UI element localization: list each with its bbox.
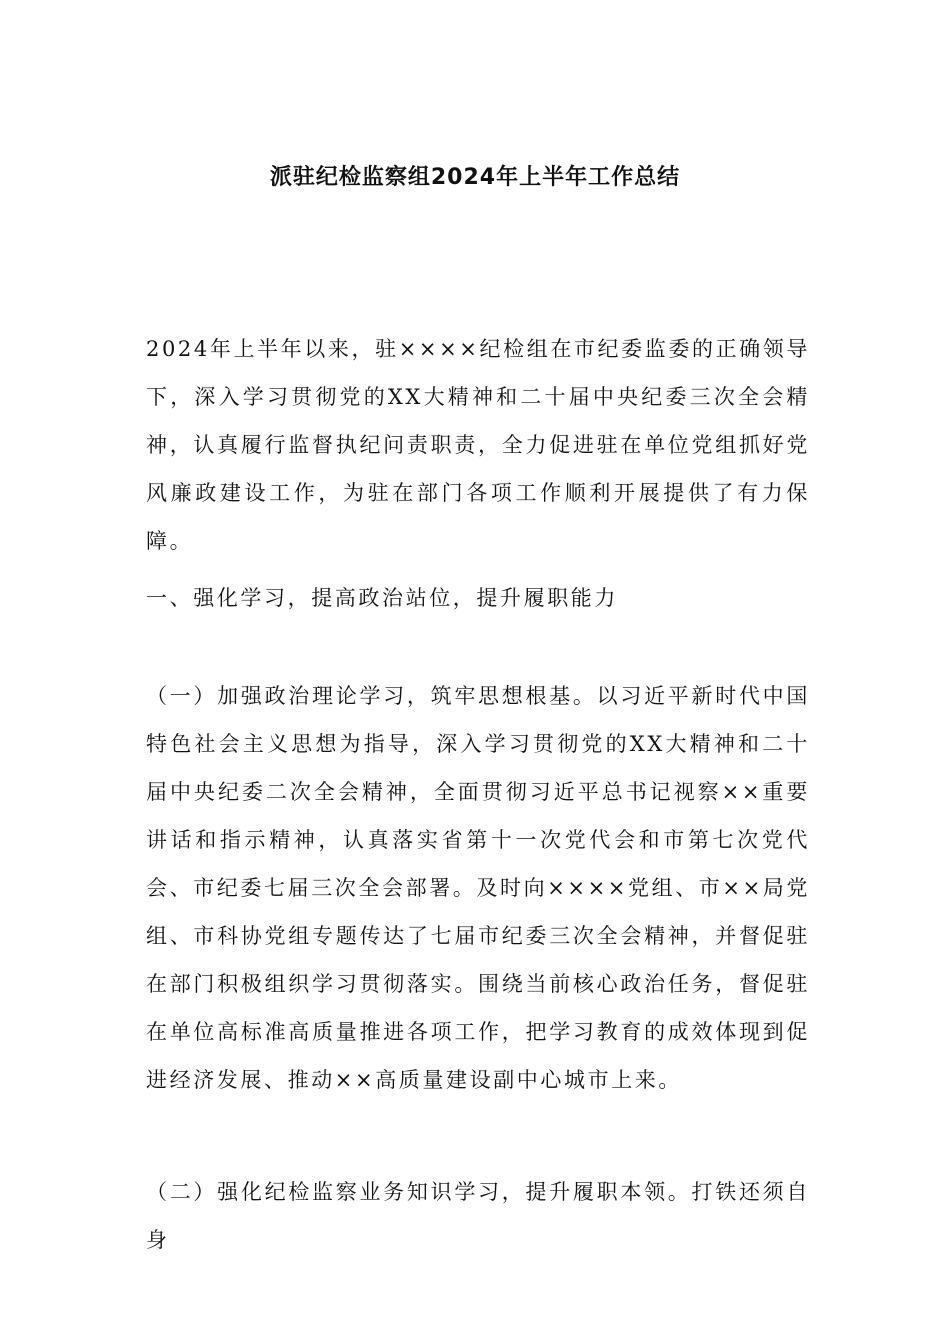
document-title: 派驻纪检监察组2024年上半年工作总结 (269, 165, 681, 190)
intro-paragraph: 2024年上半年以来，驻××××纪检组在市纪委监委的正确领导下，深入学习贯彻党的XX大精神和二十届中央纪委三次全会精神，认真履行监督执纪问责职责，全力促进驻在单位党组抓好党风廉政建设工作，为驻在部门各项工作顺利开展提供了有力保障。 (146, 337, 810, 553)
section-1-item-1: （一）加强政治理论学习，筑牢思想根基。以习近平新时代中国特色社会主义思想为指导，深入学习贯彻党的XX大精神和二十届中央纪委二次全会精神，全面贯彻习近平总书记视察××重要讲话和指示精神，认真落实省第十一次党代会和市第七次党代会、市纪委七届三次全会部署。及时向××××党组、市××局党组、市科协党组专题传达了七届市纪委三次全会精神，并督促驻在部门积极组织学习贯彻落实。围绕当前核心政治任务，督促驻在单位高标准高质量推进各项工作，把学习教育的成效体现到促进经济发展、推动××高质量建设副中心城市上来。 (146, 684, 810, 1092)
section-1-item-2: （二）强化纪检监察业务知识学习，提升履职本领。打铁还须自身 (146, 1180, 810, 1252)
section-heading-1: 一、强化学习，提高政治站位，提升履职能力 (146, 586, 618, 610)
